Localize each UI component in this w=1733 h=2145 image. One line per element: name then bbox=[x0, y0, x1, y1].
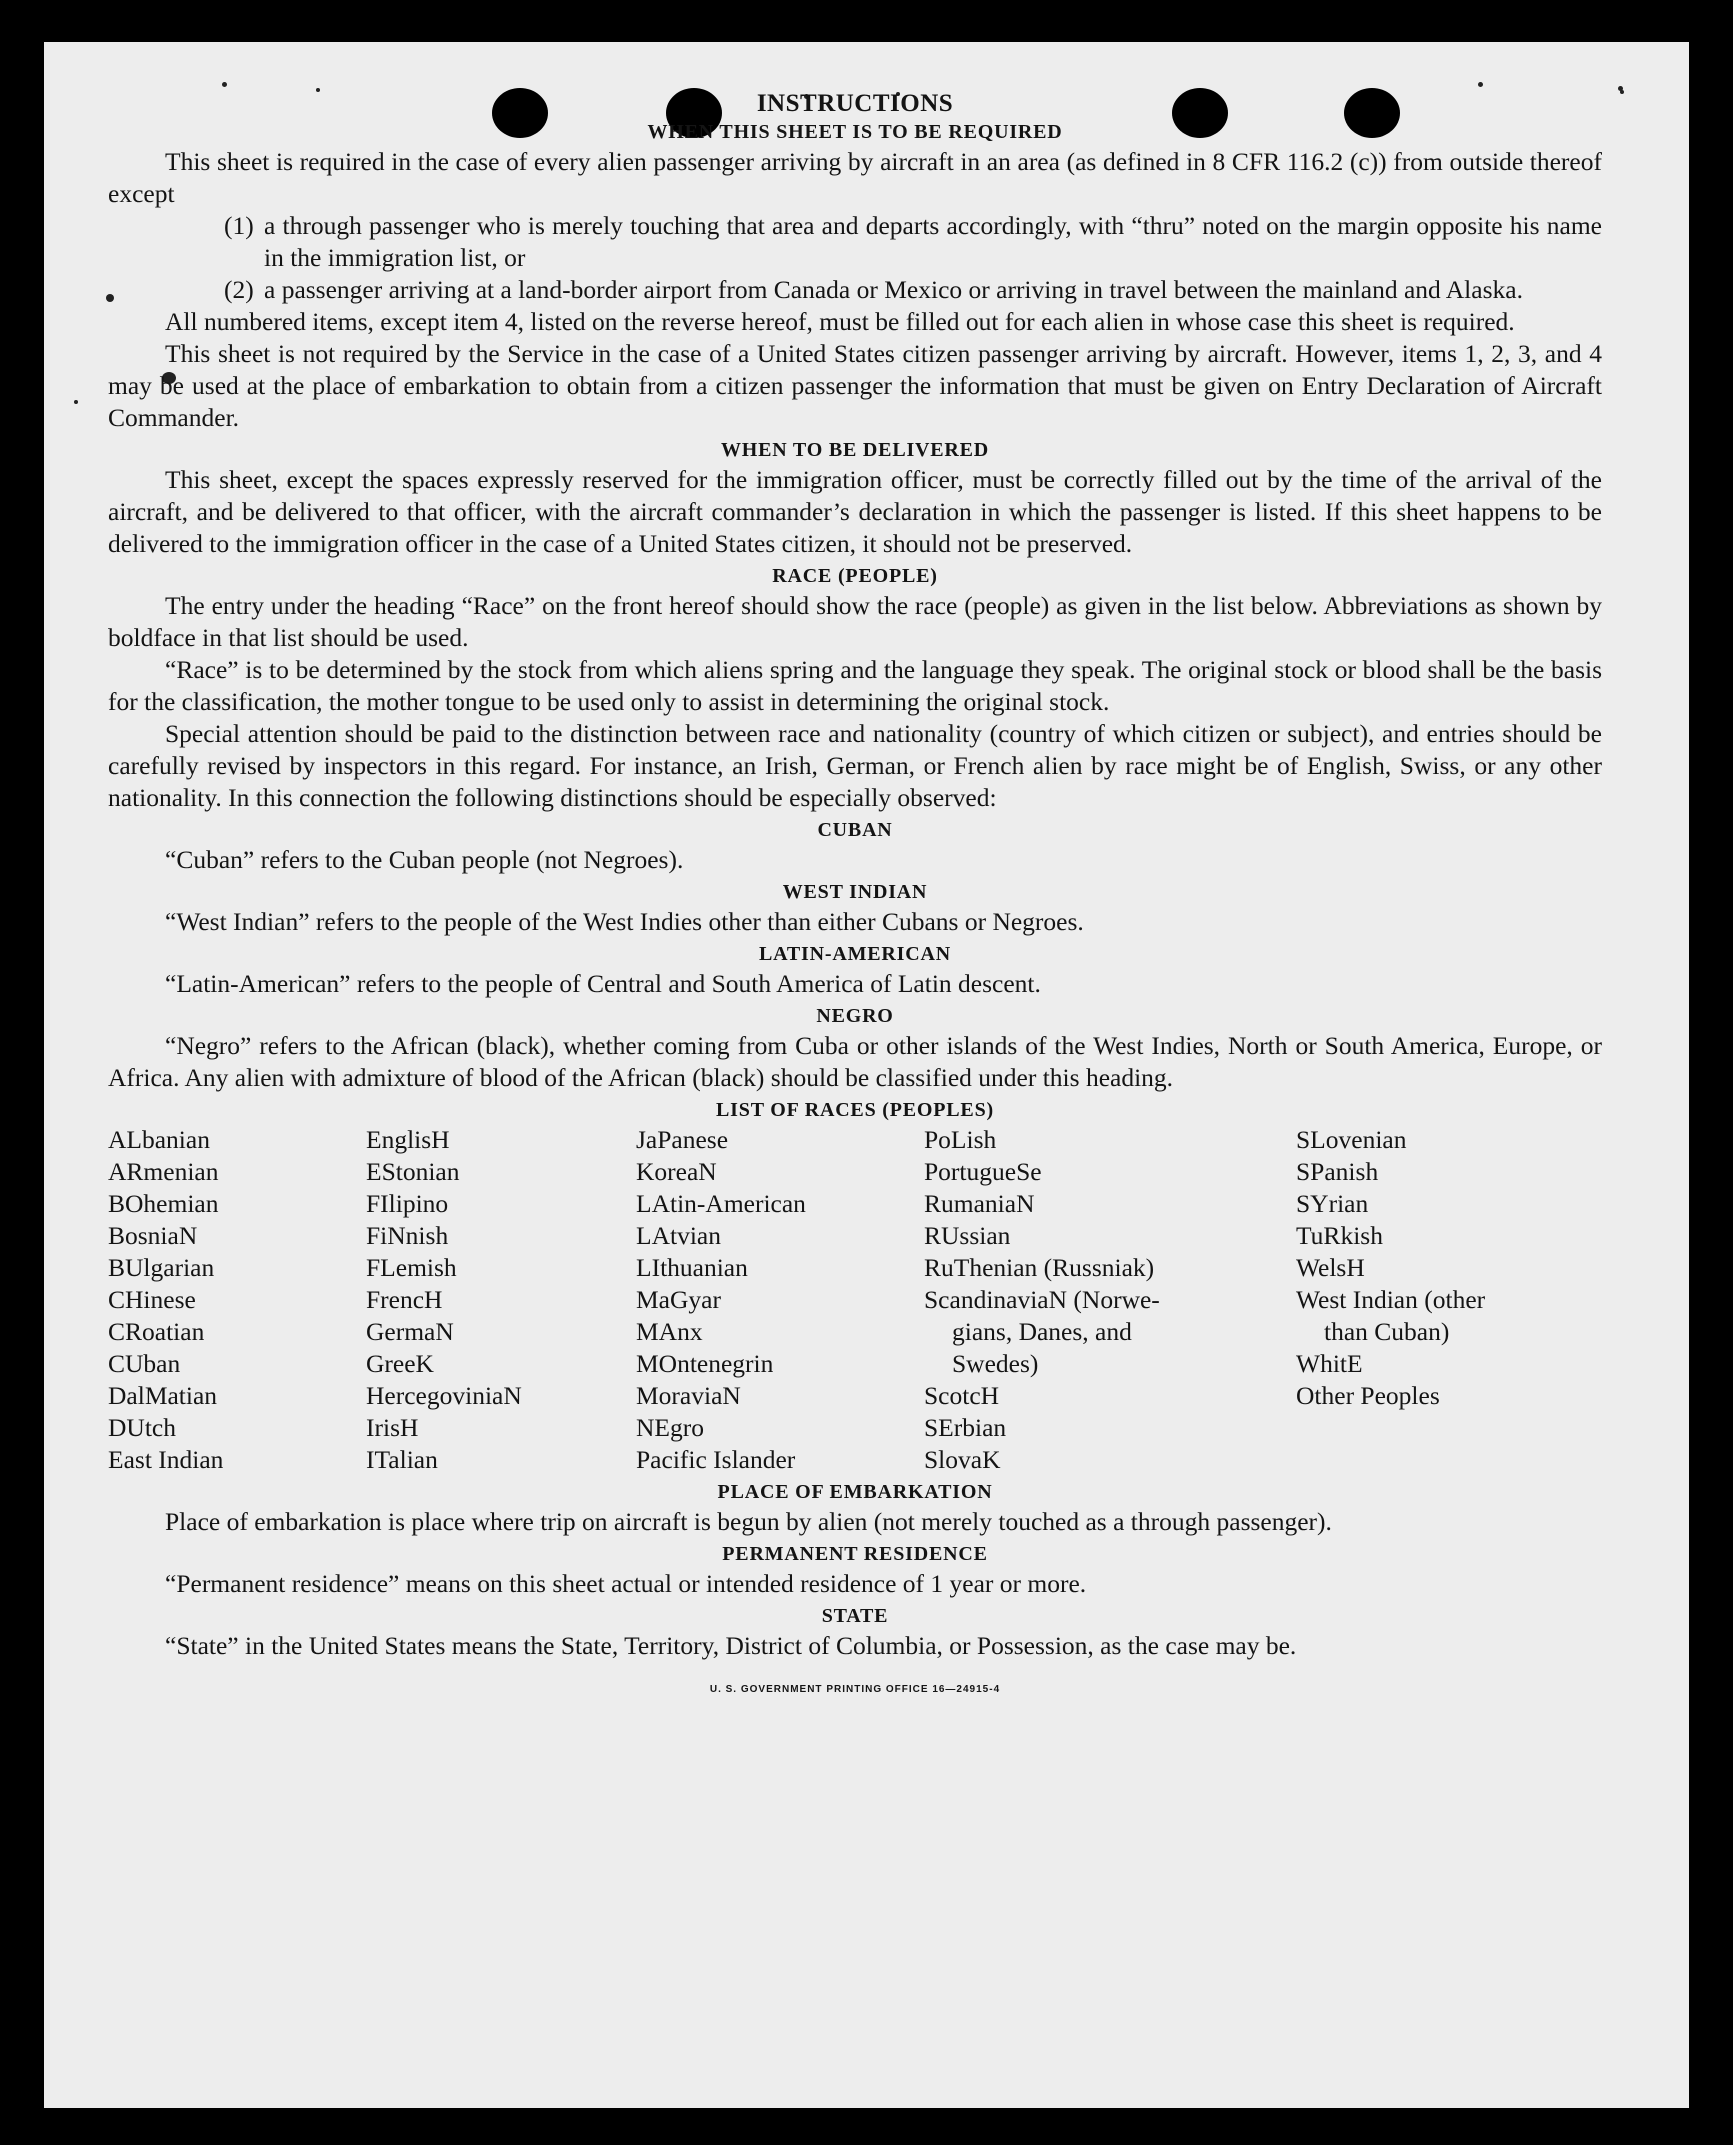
paragraph: “Permanent residence” means on this sheet actual or intended residence of 1 year or more. bbox=[165, 1569, 1087, 1598]
race-entry: EnglisH bbox=[366, 1125, 450, 1154]
race-entry: ARmenian bbox=[108, 1157, 219, 1186]
race-entry: RumaniaN bbox=[924, 1189, 1035, 1218]
speck bbox=[74, 400, 78, 404]
paragraph: This sheet, except the spaces expressly reserved for the immigration officer, must be correctly filled out by the time of the arrival of the aircraft, and be delivered to that officer, with the aircraft commander’s declaration in which the passenger is listed. If this sheet happens to be delivered to the immigration officer in the case of a United States citizen, it should not be preserved. bbox=[108, 465, 1602, 558]
race-entry: DalMatian bbox=[108, 1381, 218, 1410]
race-entry: TuRkish bbox=[1296, 1221, 1383, 1250]
item-text: a through passenger who is merely touching that area and departs accordingly, with “thru” noted on the margin opposite his name in the immigration list, or bbox=[264, 211, 1602, 272]
race-entry: JaPanese bbox=[636, 1125, 729, 1154]
race-entry: PortugueSe bbox=[924, 1157, 1042, 1186]
race-entry: SErbian bbox=[924, 1413, 1007, 1442]
section-heading: NEGRO bbox=[816, 1005, 894, 1027]
paragraph: All numbered items, except item 4, listed on the reverse hereof, must be filled out for each alien in whose case this sheet is required. bbox=[165, 307, 1515, 336]
race-entry: HercegoviniaN bbox=[366, 1381, 522, 1410]
item-text: a passenger arriving at a land-border airport from Canada or Mexico or arriving in travel between the mainland and Alaska. bbox=[264, 275, 1523, 304]
race-entry: West Indian (other bbox=[1296, 1285, 1486, 1314]
race-entry: DUtch bbox=[108, 1413, 176, 1442]
race-entry: East Indian bbox=[108, 1445, 224, 1474]
race-entry: Swedes) bbox=[952, 1349, 1039, 1378]
race-entry: KoreaN bbox=[636, 1157, 717, 1186]
race-column bbox=[108, 1124, 366, 1476]
race-entry: BUlgarian bbox=[108, 1253, 215, 1282]
paragraph: This sheet is required in the case of every alien passenger arriving by aircraft in an area (as defined in 8 CFR 116.2 (c)) from outside thereof except bbox=[108, 147, 1602, 208]
paragraph: “Latin-American” refers to the people of Central and South America of Latin descent. bbox=[165, 969, 1041, 998]
item-number: (1) bbox=[224, 211, 254, 240]
paragraph: “Cuban” refers to the Cuban people (not Negroes). bbox=[165, 845, 684, 874]
race-entry: FrencH bbox=[366, 1285, 443, 1314]
race-entry: CRoatian bbox=[108, 1317, 205, 1346]
section-heading: WEST INDIAN bbox=[782, 881, 928, 903]
race-entry: Other Peoples bbox=[1296, 1381, 1440, 1410]
race-entry: ALbanian bbox=[108, 1125, 210, 1154]
paragraph: The entry under the heading “Race” on the front hereof should show the race (people) as given in the list below. Abbreviations as shown by boldface in that list should be used. bbox=[108, 591, 1602, 652]
race-entry: BOhemian bbox=[108, 1189, 219, 1218]
race-entry: BosniaN bbox=[108, 1221, 198, 1250]
race-entry: PoLish bbox=[924, 1125, 997, 1154]
page-title: INSTRUCTIONS bbox=[756, 90, 954, 117]
race-column bbox=[366, 1124, 636, 1476]
section-heading: STATE bbox=[821, 1605, 889, 1627]
race-entry: SYrian bbox=[1296, 1189, 1369, 1218]
race-entry: FiNnish bbox=[366, 1221, 449, 1250]
race-entry: ITalian bbox=[366, 1445, 438, 1474]
printer-footer: U. S. GOVERNMENT PRINTING OFFICE 16—24915-4 bbox=[709, 1684, 1001, 1695]
race-entry: MaGyar bbox=[636, 1285, 721, 1314]
item-number: (2) bbox=[224, 275, 254, 304]
paragraph: “State” in the United States means the State, Territory, District of Columbia, or Possession, as the case may be. bbox=[165, 1631, 1297, 1660]
race-column bbox=[636, 1124, 924, 1476]
section-heading: RACE (PEOPLE) bbox=[772, 565, 938, 587]
section-heading: PERMANENT RESIDENCE bbox=[722, 1543, 988, 1565]
paragraph: “Race” is to be determined by the stock from which aliens spring and the language they speak. The original stock or blood shall be the basis for the classification, the mother tongue to be used only to assist in determining the original stock. bbox=[108, 655, 1602, 716]
paragraph: Place of embarkation is place where trip on aircraft is begun by alien (not merely touched as a through passenger). bbox=[165, 1507, 1332, 1536]
race-list bbox=[108, 1124, 1602, 1476]
race-entry: LAtvian bbox=[636, 1221, 721, 1250]
race-entry: FIlipino bbox=[366, 1189, 449, 1218]
speck bbox=[1478, 82, 1483, 87]
section-heading: WHEN TO BE DELIVERED bbox=[720, 439, 990, 461]
list-item bbox=[224, 274, 1602, 306]
section-heading: WHEN THIS SHEET IS TO BE REQUIRED bbox=[647, 121, 1063, 143]
paragraph: This sheet is not required by the Service in the case of a United States citizen passenger arriving by aircraft. However, items 1, 2, 3, and 4 may be used at the place of embarkation to obtain from a citizen passenger the information that must be given on Entry Declaration of Aircraft Commander. bbox=[108, 339, 1602, 432]
paragraph: Special attention should be paid to the distinction between race and nationality (country of which citizen or subject), and entries should be carefully revised by inspectors in this regard. For instance, an Irish, German, or French alien by race might be of English, Swiss, or any other nationality. In this connection the following distinctions should be especially observed: bbox=[108, 719, 1602, 812]
section-heading: PLACE OF EMBARKATION bbox=[717, 1481, 993, 1503]
section-heading: LATIN-AMERICAN bbox=[759, 943, 951, 965]
section-heading: CUBAN bbox=[817, 819, 893, 841]
race-entry: Pacific Islander bbox=[636, 1445, 796, 1474]
race-entry: EStonian bbox=[366, 1157, 460, 1186]
race-entry: GreeK bbox=[366, 1349, 434, 1378]
race-entry: SLovenian bbox=[1296, 1125, 1407, 1154]
race-column bbox=[1296, 1124, 1596, 1476]
race-entry: RUssian bbox=[924, 1221, 1011, 1250]
race-entry: WhitE bbox=[1296, 1349, 1363, 1378]
race-entry: CHinese bbox=[108, 1285, 196, 1314]
race-entry: LIthuanian bbox=[636, 1253, 748, 1282]
speck bbox=[222, 82, 227, 87]
race-entry: GermaN bbox=[366, 1317, 454, 1346]
instructions-body bbox=[108, 88, 1602, 1706]
race-entry: IrisH bbox=[366, 1413, 419, 1442]
race-entry: than Cuban) bbox=[1324, 1317, 1450, 1346]
race-entry: MoraviaN bbox=[636, 1381, 741, 1410]
race-entry: FLemish bbox=[366, 1253, 457, 1282]
paragraph: “Negro” refers to the African (black), whether coming from Cuba or other islands of the West Indies, North or South America, Europe, or Africa. Any alien with admixture of blood of the African (black) should be classified under this heading. bbox=[108, 1031, 1602, 1092]
race-entry: CUban bbox=[108, 1349, 181, 1378]
race-entry: SlovaK bbox=[924, 1445, 1001, 1474]
race-entry: ScandinaviaN (Norwe- bbox=[924, 1285, 1160, 1314]
race-entry: ScotcH bbox=[924, 1381, 1000, 1410]
list-item bbox=[224, 210, 1602, 274]
race-entry: MOntenegrin bbox=[636, 1349, 774, 1378]
race-entry: WelsH bbox=[1296, 1253, 1365, 1282]
race-entry: gians, Danes, and bbox=[952, 1317, 1132, 1346]
section-heading: LIST OF RACES (PEOPLES) bbox=[716, 1099, 994, 1121]
speck bbox=[1620, 90, 1624, 94]
race-entry: NEgro bbox=[636, 1413, 704, 1442]
race-entry: SPanish bbox=[1296, 1157, 1379, 1186]
race-entry: LAtin-American bbox=[636, 1189, 806, 1218]
race-entry: MAnx bbox=[636, 1317, 703, 1346]
race-entry: RuThenian (Russniak) bbox=[924, 1253, 1155, 1282]
race-column bbox=[924, 1124, 1296, 1476]
paragraph: “West Indian” refers to the people of the West Indies other than either Cubans or Negroes. bbox=[165, 907, 1084, 936]
